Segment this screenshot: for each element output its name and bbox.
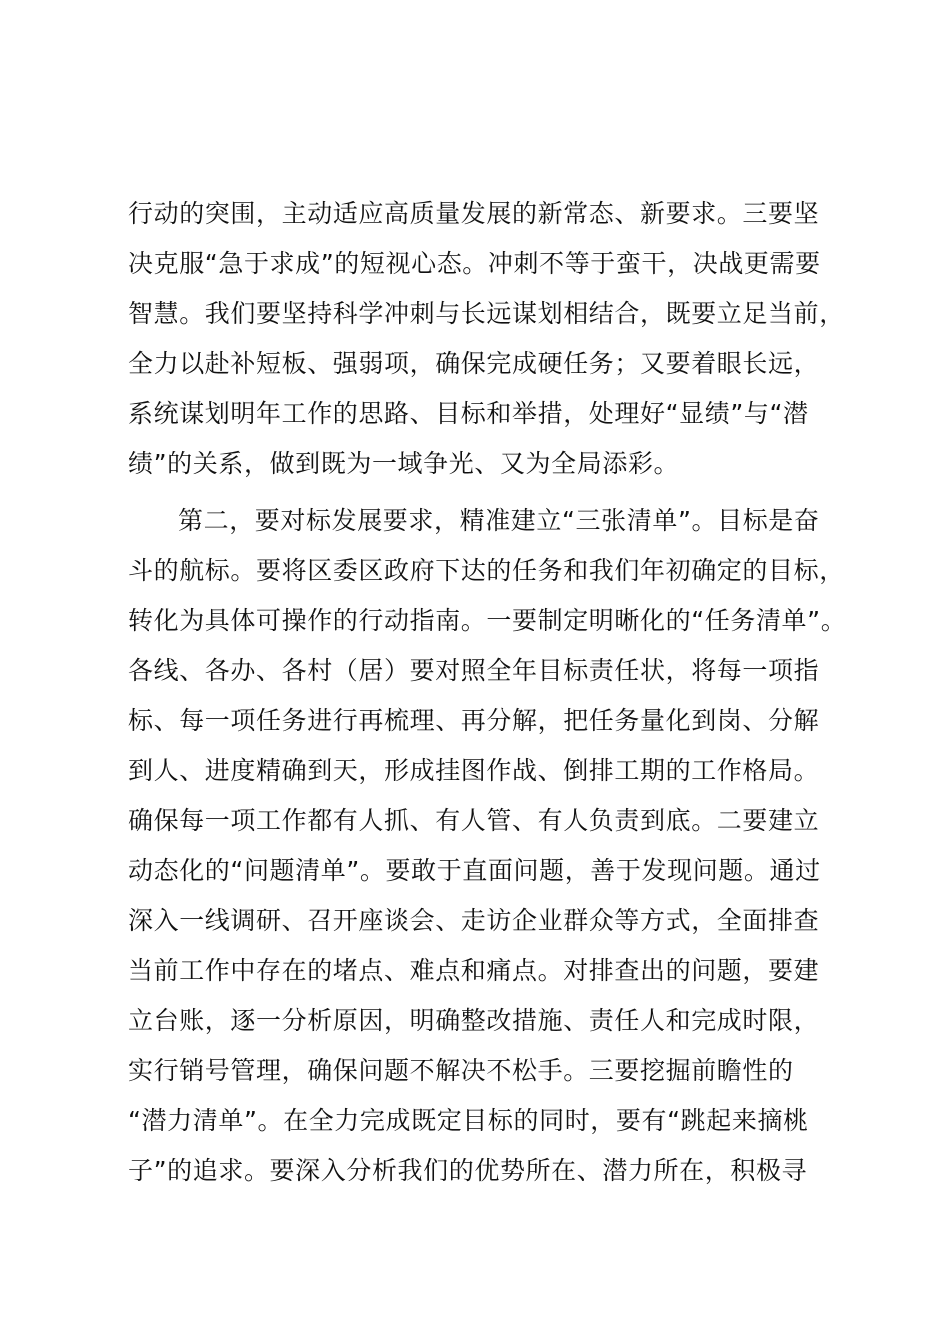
paragraph-2-line-1: 第二，要对标发展要求，精准建立“三张清单”。目标是奋: [178, 506, 820, 535]
paragraph-2-line-10: 当前工作中存在的堵点、难点和痛点。对排查出的问题，要建: [128, 956, 820, 985]
paragraph-1-line-4: 全力以赴补短板、强弱项，确保完成硬任务；又要着眼长远，: [128, 349, 820, 378]
paragraph-1-line-5: 系统谋划明年工作的思路、目标和举措，处理好“显绩”与“潜: [128, 399, 809, 428]
paragraph-2-line-12: 实行销号管理，确保问题不解决不松手。三要挖掘前瞻性的: [128, 1056, 794, 1085]
paragraph-2-line-11: 立台账，逐一分析原因，明确整改措施、责任人和完成时限，: [128, 1006, 820, 1035]
paragraph-2-line-2: 斗的航标。要将区委区政府下达的任务和我们年初确定的目标，: [128, 556, 845, 585]
paragraph-2-line-9: 深入一线调研、召开座谈会、走访企业群众等方式，全面排查: [128, 906, 820, 935]
paragraph-1-line-1: 行动的突围，主动适应高质量发展的新常态、新要求。三要坚: [128, 199, 820, 228]
paragraph-2-line-6: 到人、进度精确到天，形成挂图作战、倒排工期的工作格局。: [128, 756, 820, 785]
paragraph-2-line-3: 转化为具体可操作的行动指南。一要制定明晰化的“任务清单”。: [128, 606, 847, 635]
paragraph-1-line-3: 智慧。我们要坚持科学冲刺与长远谋划相结合，既要立足当前，: [128, 299, 845, 328]
paragraph-2-line-14: 子”的追求。要深入分析我们的优势所在、潜力所在，积极寻: [128, 1156, 808, 1185]
paragraph-2-line-7: 确保每一项工作都有人抓、有人管、有人负责到底。二要建立: [128, 806, 820, 835]
paragraph-2-line-4: 各线、各办、各村（居）要对照全年目标责任状，将每一项指: [128, 656, 820, 685]
paragraph-2-line-13: “潜力清单”。在全力完成既定目标的同时，要有“跳起来摘桃: [128, 1106, 809, 1135]
paragraph-2-line-8: 动态化的“问题清单”。要敢于直面问题，善于发现问题。通过: [128, 856, 821, 885]
paragraph-1-line-2: 决克服“急于求成”的短视心态。冲刺不等于蛮干，决战更需要: [128, 249, 821, 278]
paragraph-2-line-5: 标、每一项任务进行再梳理、再分解，把任务量化到岗、分解: [128, 706, 820, 735]
paragraph-1-line-6: 绩”的关系，做到既为一域争光、又为全局添彩。: [128, 449, 680, 478]
